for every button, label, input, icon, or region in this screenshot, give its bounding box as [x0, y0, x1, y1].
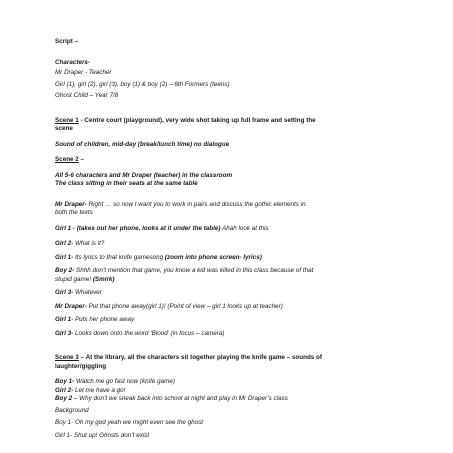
speaker: Girl 1-	[55, 316, 74, 323]
dialogue-cont: Background	[55, 406, 89, 414]
dialogue-text: Put that phone away(girl 1)! (Point of view – girl 1 looks up at teacher)	[86, 302, 283, 310]
dialogue-line	[55, 395, 435, 404]
dialogue-line	[55, 387, 435, 396]
speaker: Boy 2-	[55, 267, 75, 274]
scene2-setup: All 5-6 characters and Mr Draper (teacher) in the classroom	[55, 171, 233, 179]
dialogue-cont	[55, 276, 435, 285]
dialogue-line: Girl 1- Shut up! Ghosts don’t exist	[55, 431, 150, 439]
speaker: Girl 3-	[55, 289, 74, 296]
dialogue-line	[55, 316, 435, 325]
dialogue-text: What is it?	[73, 240, 105, 247]
scene3-heading-cont: laughter/giggling	[55, 362, 107, 370]
dialogue-text: Shhh don’t mention that game, you know a kid was killed in this class because of that	[74, 267, 314, 274]
dialogue-line	[55, 378, 435, 387]
scene1-heading	[55, 117, 435, 126]
scene2-label-rest: –	[78, 156, 85, 163]
scene3-heading-text: – At the library, all the characters sit together playing the knife game – sounds of	[78, 354, 323, 361]
dialogue-line	[55, 289, 435, 298]
script-document	[55, 38, 435, 440]
dialogue-text: Its lyrics to that knife gamesong	[73, 253, 165, 261]
dialogue-line: Boy 1- Oh my god yeah we might even see the ghost	[55, 419, 204, 426]
dialogue-text: Looks down onto the word ‘Blood’ (in focus – camera)	[73, 329, 225, 337]
speaker: Girl 2-	[55, 386, 74, 394]
scene2-setup: The class sitting in their seats at the same table	[55, 180, 198, 187]
scene2-heading	[55, 156, 435, 165]
scene1-heading-text: - Centre court (playground), very wide shot taking up full frame and setting the	[78, 116, 316, 124]
dialogue-cont: both the texts	[55, 209, 93, 216]
dialogue-line	[55, 303, 435, 312]
speaker: Girl 1-	[55, 253, 74, 261]
character-line: Ghost Child – Year 7/8	[55, 92, 119, 99]
character-line: Girl (1), girl (2), girl (3), boy (1) & boy (2) – 6th Formers (teens)	[55, 80, 230, 88]
dialogue-line	[55, 330, 435, 339]
dialogue-line	[55, 225, 435, 234]
speaker: Mr Draper-	[55, 200, 87, 208]
speaker: Girl 2-	[55, 240, 74, 247]
speaker: Mr Draper-	[55, 302, 87, 310]
dialogue-line	[55, 267, 435, 276]
scene1-heading-cont: scene	[55, 125, 73, 132]
speaker: Girl 3-	[55, 329, 74, 337]
camera-direction: (zoom into phone screen- lyrics)	[164, 253, 262, 261]
speaker: Boy 2	[55, 395, 73, 402]
characters-heading: Characters-	[55, 58, 90, 66]
scene1-direction: Sound of children, mid-day (break/lunch time) no dialogue	[55, 140, 230, 148]
dialogue-line	[55, 240, 435, 249]
dialogue-line	[55, 254, 435, 263]
scene3-heading	[55, 354, 435, 363]
scene1-label: Scene 1	[55, 116, 79, 124]
dialogue-text: Let me have a go!	[73, 386, 126, 394]
dialogue-text: Puts her phone away	[73, 316, 135, 323]
scene2-label: Scene 2	[55, 156, 79, 163]
dialogue-text: stupid game!	[55, 275, 93, 283]
script-title: Script –	[55, 38, 79, 45]
dialogue-line	[55, 201, 435, 210]
speaker: Boy 1-	[55, 378, 75, 385]
dialogue-text: Watch me go fast now (knife game)	[74, 378, 175, 385]
speaker: Girl 1 - (takes out her phone, looks at it under the table)	[55, 224, 221, 232]
character-line: Mr Draper - Teacher	[55, 69, 112, 76]
dialogue-text: – Why don’t we sneak back into school at night and play in Mr Draper’s class	[72, 395, 288, 402]
dialogue-text: Right … so now I want you to work in pairs and discuss the gothic elements in	[86, 200, 306, 208]
dialogue-text: Ahah look at this	[220, 224, 269, 232]
scene3-label: Scene 3	[55, 354, 79, 361]
dialogue-text: Whatever	[73, 289, 102, 296]
stage-direction: (Smirk)	[92, 275, 115, 283]
